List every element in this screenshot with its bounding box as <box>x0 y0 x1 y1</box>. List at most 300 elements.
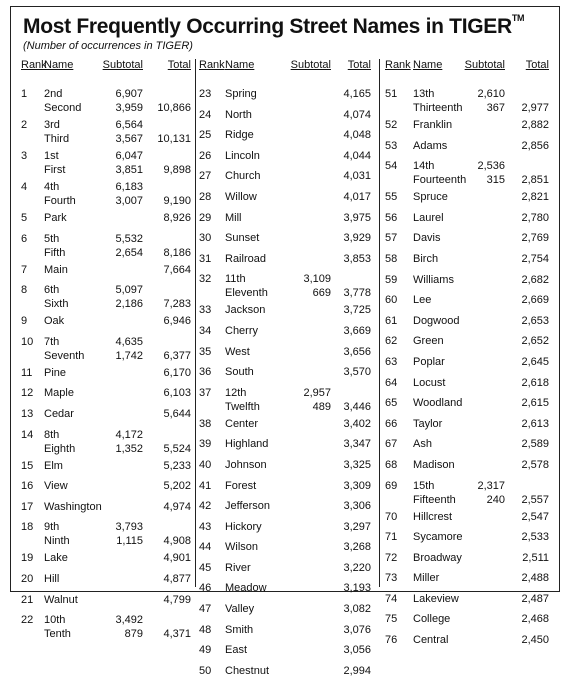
total-cell: 2,487 <box>521 592 549 605</box>
name-cell: Valley <box>225 603 255 616</box>
name-cell: Washington <box>44 500 102 513</box>
total-cell: 3,220 <box>343 561 371 574</box>
table-row <box>21 572 193 593</box>
name-cell-alt: Fourth <box>44 195 76 207</box>
table-row <box>385 159 553 190</box>
total-cell: 3,297 <box>343 520 371 533</box>
column-header <box>21 59 193 75</box>
name-cell: Hickory <box>225 520 262 533</box>
rank-cell: 5 <box>21 212 28 224</box>
table-row <box>385 211 553 232</box>
table-row <box>385 530 553 551</box>
table-row <box>21 551 193 572</box>
total-cell: 2,652 <box>521 335 549 348</box>
name-cell: Forest <box>225 479 257 492</box>
name-cell-alt: Fifth <box>44 246 66 259</box>
total-cell: 3,056 <box>343 644 371 657</box>
name-cell: Laurel <box>413 211 444 224</box>
total-cell: 3,076 <box>343 623 371 636</box>
table-row <box>385 592 553 613</box>
rank-cell: 20 <box>21 572 34 585</box>
table-row <box>385 355 553 376</box>
rank-cell: 46 <box>199 582 212 595</box>
rank-cell: 69 <box>385 479 398 492</box>
total-cell: 3,725 <box>343 304 371 317</box>
rank-cell: 45 <box>199 561 212 574</box>
rank-cell: 70 <box>385 510 398 523</box>
subtotal-cell-alt: 2,186 <box>115 298 143 311</box>
name-cell: 5th <box>44 232 60 245</box>
name-cell: Dogwood <box>413 314 460 327</box>
rank-cell: 75 <box>385 613 398 626</box>
total-cell: 10,131 <box>157 133 191 145</box>
total-cell: 2,547 <box>521 510 549 523</box>
name-cell: Miller <box>413 572 440 585</box>
name-cell: Pine <box>44 366 67 379</box>
rank-cell: 40 <box>199 458 212 471</box>
subtotal-cell-alt: 669 <box>312 287 331 300</box>
total-cell: 4,048 <box>343 129 371 142</box>
rank-cell: 41 <box>199 479 212 492</box>
table-row <box>385 437 553 458</box>
name-cell: Lee <box>413 294 432 307</box>
rank-cell: 57 <box>385 232 398 245</box>
table-row <box>199 499 375 520</box>
name-cell: Meadow <box>225 582 267 595</box>
table-row <box>385 87 553 118</box>
table-row <box>21 386 193 407</box>
name-cell: Walnut <box>44 593 78 606</box>
name-cell-alt: Eleventh <box>225 287 268 300</box>
table-row <box>21 335 193 366</box>
rank-cell: 8 <box>21 284 28 297</box>
table-row <box>385 334 553 355</box>
rank-cell: 4 <box>21 181 28 193</box>
total-cell: 5,644 <box>163 407 191 420</box>
name-cell: Broadway <box>413 551 462 564</box>
rank-cell: 3 <box>21 150 28 162</box>
table-row <box>385 417 553 438</box>
name-cell: 12th <box>225 386 247 399</box>
table-row <box>199 252 375 273</box>
subtotal-cell-alt: 3,567 <box>115 133 143 145</box>
rank-cell: 47 <box>199 603 212 616</box>
subtotal-cell: 3,109 <box>303 273 331 286</box>
table-row <box>385 139 553 160</box>
rank-cell: 62 <box>385 335 398 348</box>
name-cell: Hill <box>44 572 60 585</box>
subtotal-cell: 4,172 <box>115 428 143 441</box>
rank-cell: 1 <box>21 88 28 100</box>
total-cell: 2,994 <box>343 664 371 677</box>
total-cell: 4,799 <box>163 593 191 606</box>
rank-cell: 29 <box>199 211 212 224</box>
header-subtotal: Subtotal <box>290 59 331 71</box>
table-row <box>199 664 375 684</box>
table-row <box>21 118 193 149</box>
name-cell: North <box>225 108 252 121</box>
rank-cell: 37 <box>199 386 212 399</box>
subtotal-cell: 2,536 <box>477 160 505 173</box>
total-cell: 5,202 <box>163 480 191 493</box>
total-cell: 3,778 <box>343 287 371 300</box>
table-row <box>199 437 375 458</box>
page-title <box>23 13 524 39</box>
total-cell: 2,557 <box>521 493 549 506</box>
rank-cell: 74 <box>385 592 398 605</box>
name-cell-alt: First <box>44 164 66 176</box>
table-row <box>385 551 553 572</box>
table-row <box>385 458 553 479</box>
rank-cell: 9 <box>21 315 28 328</box>
table-row <box>199 211 375 232</box>
total-cell: 3,193 <box>343 582 371 595</box>
header-rank: Rank <box>199 59 225 71</box>
column-divider <box>379 59 380 587</box>
rank-cell: 53 <box>385 139 398 152</box>
total-cell: 2,615 <box>521 397 549 410</box>
subtotal-cell: 2,957 <box>303 386 331 399</box>
total-cell: 2,682 <box>521 273 549 286</box>
name-cell: Spring <box>225 88 257 100</box>
table-sheet <box>10 6 560 677</box>
rank-cell: 6 <box>21 232 28 245</box>
table-row <box>199 520 375 541</box>
name-cell: Elm <box>44 459 63 472</box>
name-cell: 9th <box>44 521 60 534</box>
total-cell: 2,645 <box>521 355 549 368</box>
header-total: Total <box>167 59 191 71</box>
rank-cell: 2 <box>21 119 28 131</box>
total-cell: 2,589 <box>521 438 549 451</box>
subtotal-cell-alt: 315 <box>486 174 505 187</box>
table-row <box>199 623 375 644</box>
total-cell: 2,578 <box>521 458 549 471</box>
name-cell: 7th <box>44 335 60 348</box>
total-cell: 2,851 <box>521 174 549 187</box>
total-cell: 2,468 <box>521 613 549 626</box>
rank-cell: 65 <box>385 397 398 410</box>
total-cell: 6,170 <box>163 366 191 379</box>
name-cell-alt: Seventh <box>44 349 85 362</box>
total-cell: 8,926 <box>163 212 191 224</box>
table-rows <box>385 87 553 654</box>
rank-cell: 24 <box>199 108 212 121</box>
rank-cell: 28 <box>199 190 212 203</box>
subtotal-cell: 3,793 <box>115 521 143 534</box>
total-cell: 7,664 <box>163 263 191 276</box>
table-row <box>385 571 553 592</box>
name-cell: Smith <box>225 623 254 636</box>
name-cell: River <box>225 561 251 574</box>
name-cell: Williams <box>413 273 454 286</box>
total-cell: 3,570 <box>343 366 371 379</box>
subtotal-cell-alt: 879 <box>124 628 143 641</box>
table-row <box>385 118 553 139</box>
name-cell: Chestnut <box>225 664 270 677</box>
table-row <box>199 87 375 108</box>
table-row <box>385 479 553 510</box>
table-row <box>199 272 375 303</box>
name-cell-alt: Thirteenth <box>413 102 463 114</box>
table-row <box>199 458 375 479</box>
table-row <box>199 231 375 252</box>
table-row <box>385 396 553 417</box>
total-cell: 4,031 <box>343 170 371 183</box>
name-cell: Willow <box>225 190 257 203</box>
name-cell: Taylor <box>413 417 443 430</box>
rank-cell: 18 <box>21 521 34 534</box>
rank-cell: 7 <box>21 263 28 276</box>
name-cell: 13th <box>413 88 435 100</box>
rank-cell: 56 <box>385 211 398 224</box>
name-cell-alt: Second <box>44 102 82 114</box>
total-cell: 2,653 <box>521 314 549 327</box>
table-row <box>385 273 553 294</box>
total-cell: 2,856 <box>521 139 549 152</box>
column-divider <box>195 59 196 587</box>
subtotal-cell: 4,635 <box>115 335 143 348</box>
rank-cell: 31 <box>199 252 212 265</box>
rank-cell: 16 <box>21 480 34 493</box>
table-row <box>199 417 375 438</box>
total-cell: 2,754 <box>521 252 549 265</box>
table-row <box>21 479 193 500</box>
name-cell: Lake <box>44 552 68 565</box>
name-cell: Adams <box>413 139 448 152</box>
total-cell: 3,325 <box>343 458 371 471</box>
table-rows <box>199 87 375 684</box>
name-cell: Mill <box>225 211 242 224</box>
total-cell: 2,533 <box>521 531 549 544</box>
rank-cell: 13 <box>21 407 34 420</box>
name-cell: Davis <box>413 232 441 245</box>
total-cell: 3,268 <box>343 541 371 554</box>
table-row <box>385 612 553 633</box>
name-cell: Locust <box>413 376 446 389</box>
total-cell: 2,669 <box>521 294 549 307</box>
subtotal-cell-alt: 3,851 <box>115 164 143 176</box>
name-cell: South <box>225 366 254 379</box>
header-total: Total <box>347 59 371 71</box>
rank-cell: 63 <box>385 355 398 368</box>
subtotal-cell: 6,183 <box>115 181 143 193</box>
name-cell: Ridge <box>225 129 254 142</box>
name-cell: Railroad <box>225 252 266 265</box>
total-cell: 3,975 <box>343 211 371 224</box>
rank-cell: 21 <box>21 593 34 606</box>
rank-cell: 58 <box>385 252 398 265</box>
table-row <box>199 540 375 561</box>
column-header <box>385 59 553 75</box>
total-cell: 9,898 <box>163 164 191 176</box>
table-row <box>21 459 193 480</box>
table-row <box>199 365 375 386</box>
table-row <box>21 180 193 211</box>
page-subtitle: (Number of occurrences in TIGER) <box>23 40 193 52</box>
table-row <box>199 108 375 129</box>
subtotal-cell: 5,532 <box>115 232 143 245</box>
subtotal-cell: 6,564 <box>115 119 143 131</box>
table-row <box>199 324 375 345</box>
name-cell: Center <box>225 417 259 430</box>
total-cell: 4,877 <box>163 572 191 585</box>
header-subtotal: Subtotal <box>464 59 505 71</box>
table-row <box>385 376 553 397</box>
table-row <box>21 211 193 232</box>
table-row <box>199 303 375 324</box>
total-cell: 2,488 <box>521 572 549 585</box>
rank-cell: 54 <box>385 160 398 173</box>
name-cell: Ash <box>413 438 432 451</box>
name-cell-alt: Fourteenth <box>413 174 467 187</box>
name-cell: Lakeview <box>413 592 459 605</box>
header-total: Total <box>525 59 549 71</box>
rank-cell: 49 <box>199 644 212 657</box>
table-row <box>385 314 553 335</box>
rank-cell: 64 <box>385 376 398 389</box>
subtotal-cell: 2,317 <box>477 479 505 492</box>
table-row <box>385 510 553 531</box>
rank-cell: 15 <box>21 459 34 472</box>
total-cell: 3,929 <box>343 232 371 245</box>
table-rows <box>21 87 193 644</box>
subtotal-cell: 6,907 <box>115 88 143 100</box>
total-cell: 8,186 <box>163 246 191 259</box>
table-row <box>199 345 375 366</box>
subtotal-cell-alt: 1,115 <box>116 535 143 548</box>
name-cell: West <box>225 345 250 358</box>
name-cell: Johnson <box>225 458 267 471</box>
name-cell-alt: Eighth <box>44 442 76 455</box>
table-row <box>199 190 375 211</box>
table-row <box>21 283 193 314</box>
table-row <box>21 87 193 118</box>
total-cell: 4,074 <box>343 108 371 121</box>
total-cell: 7,283 <box>163 298 191 311</box>
title-text: Most Frequently Occurring Street Names in TIGER <box>23 15 512 38</box>
rank-cell: 52 <box>385 119 398 131</box>
name-cell: 3rd <box>44 119 60 131</box>
rank-cell: 33 <box>199 304 212 317</box>
name-cell: Cedar <box>44 407 74 420</box>
table-row <box>199 169 375 190</box>
table-row <box>199 149 375 170</box>
rank-cell: 48 <box>199 623 212 636</box>
subtotal-cell-alt: 3,959 <box>115 102 143 114</box>
name-cell: Lincoln <box>225 149 260 162</box>
table-row <box>199 561 375 582</box>
name-cell: Spruce <box>413 191 448 204</box>
table-row <box>21 232 193 263</box>
name-cell: Cherry <box>225 324 259 337</box>
rank-cell: 26 <box>199 149 212 162</box>
rank-cell: 59 <box>385 273 398 286</box>
rank-cell: 19 <box>21 552 34 565</box>
total-cell: 4,908 <box>163 535 191 548</box>
table-row <box>199 581 375 602</box>
name-cell: 4th <box>44 181 60 193</box>
header-subtotal: Subtotal <box>102 59 143 71</box>
total-cell: 3,347 <box>343 438 371 451</box>
table-row <box>385 231 553 252</box>
total-cell: 2,882 <box>521 119 549 131</box>
name-cell: College <box>413 613 451 626</box>
name-cell: Sunset <box>225 232 260 245</box>
table-row <box>21 613 193 644</box>
total-cell: 2,511 <box>522 551 549 564</box>
rank-cell: 71 <box>385 531 398 544</box>
name-cell: Central <box>413 634 449 647</box>
header-name: Name <box>225 59 255 71</box>
name-cell-alt: Ninth <box>44 535 70 548</box>
subtotal-cell-alt: 489 <box>312 400 331 413</box>
table-row <box>199 602 375 623</box>
name-cell: East <box>225 644 248 657</box>
total-cell: 4,017 <box>343 190 371 203</box>
name-cell: Woodland <box>413 397 463 410</box>
total-cell: 5,524 <box>163 442 191 455</box>
total-cell: 3,309 <box>343 479 371 492</box>
total-cell: 2,450 <box>521 634 549 647</box>
name-cell: Franklin <box>413 119 453 131</box>
name-cell-alt: Third <box>44 133 70 145</box>
name-cell: Highland <box>225 438 269 451</box>
name-cell: Green <box>413 335 444 348</box>
rank-cell: 68 <box>385 458 398 471</box>
header-name: Name <box>44 59 74 71</box>
table-row <box>21 149 193 180</box>
name-cell: Sycamore <box>413 531 463 544</box>
rank-cell: 76 <box>385 634 398 647</box>
rank-cell: 55 <box>385 191 398 204</box>
total-cell: 2,613 <box>521 417 549 430</box>
name-cell: 15th <box>413 479 435 492</box>
name-cell: 11th <box>225 273 246 286</box>
name-cell: Park <box>44 212 67 224</box>
total-cell: 10,866 <box>157 102 191 114</box>
rank-cell: 43 <box>199 520 212 533</box>
rank-cell: 66 <box>385 417 398 430</box>
rank-cell: 17 <box>21 500 34 513</box>
total-cell: 2,821 <box>521 191 549 204</box>
rank-cell: 38 <box>199 417 212 430</box>
total-cell: 3,853 <box>343 252 371 265</box>
table-row <box>199 643 375 664</box>
total-cell: 4,901 <box>163 552 191 565</box>
name-cell: 10th <box>44 614 66 627</box>
subtotal-cell: 2,610 <box>477 88 505 100</box>
table-row <box>21 407 193 428</box>
total-cell: 3,656 <box>343 345 371 358</box>
name-cell: 14th <box>413 160 435 173</box>
trademark-mark: TM <box>511 13 525 23</box>
name-cell: Jackson <box>225 304 266 317</box>
rank-cell: 30 <box>199 232 212 245</box>
rank-cell: 73 <box>385 572 398 585</box>
table-row <box>385 190 553 211</box>
table-row <box>385 293 553 314</box>
rank-cell: 11 <box>21 366 33 379</box>
rank-cell: 34 <box>199 324 212 337</box>
name-cell: Jefferson <box>225 500 271 513</box>
rank-cell: 44 <box>199 541 212 554</box>
total-cell: 2,780 <box>521 211 549 224</box>
name-cell: Madison <box>413 458 455 471</box>
total-cell: 5,233 <box>163 459 191 472</box>
total-cell: 4,165 <box>343 88 371 100</box>
name-cell: View <box>44 480 68 493</box>
